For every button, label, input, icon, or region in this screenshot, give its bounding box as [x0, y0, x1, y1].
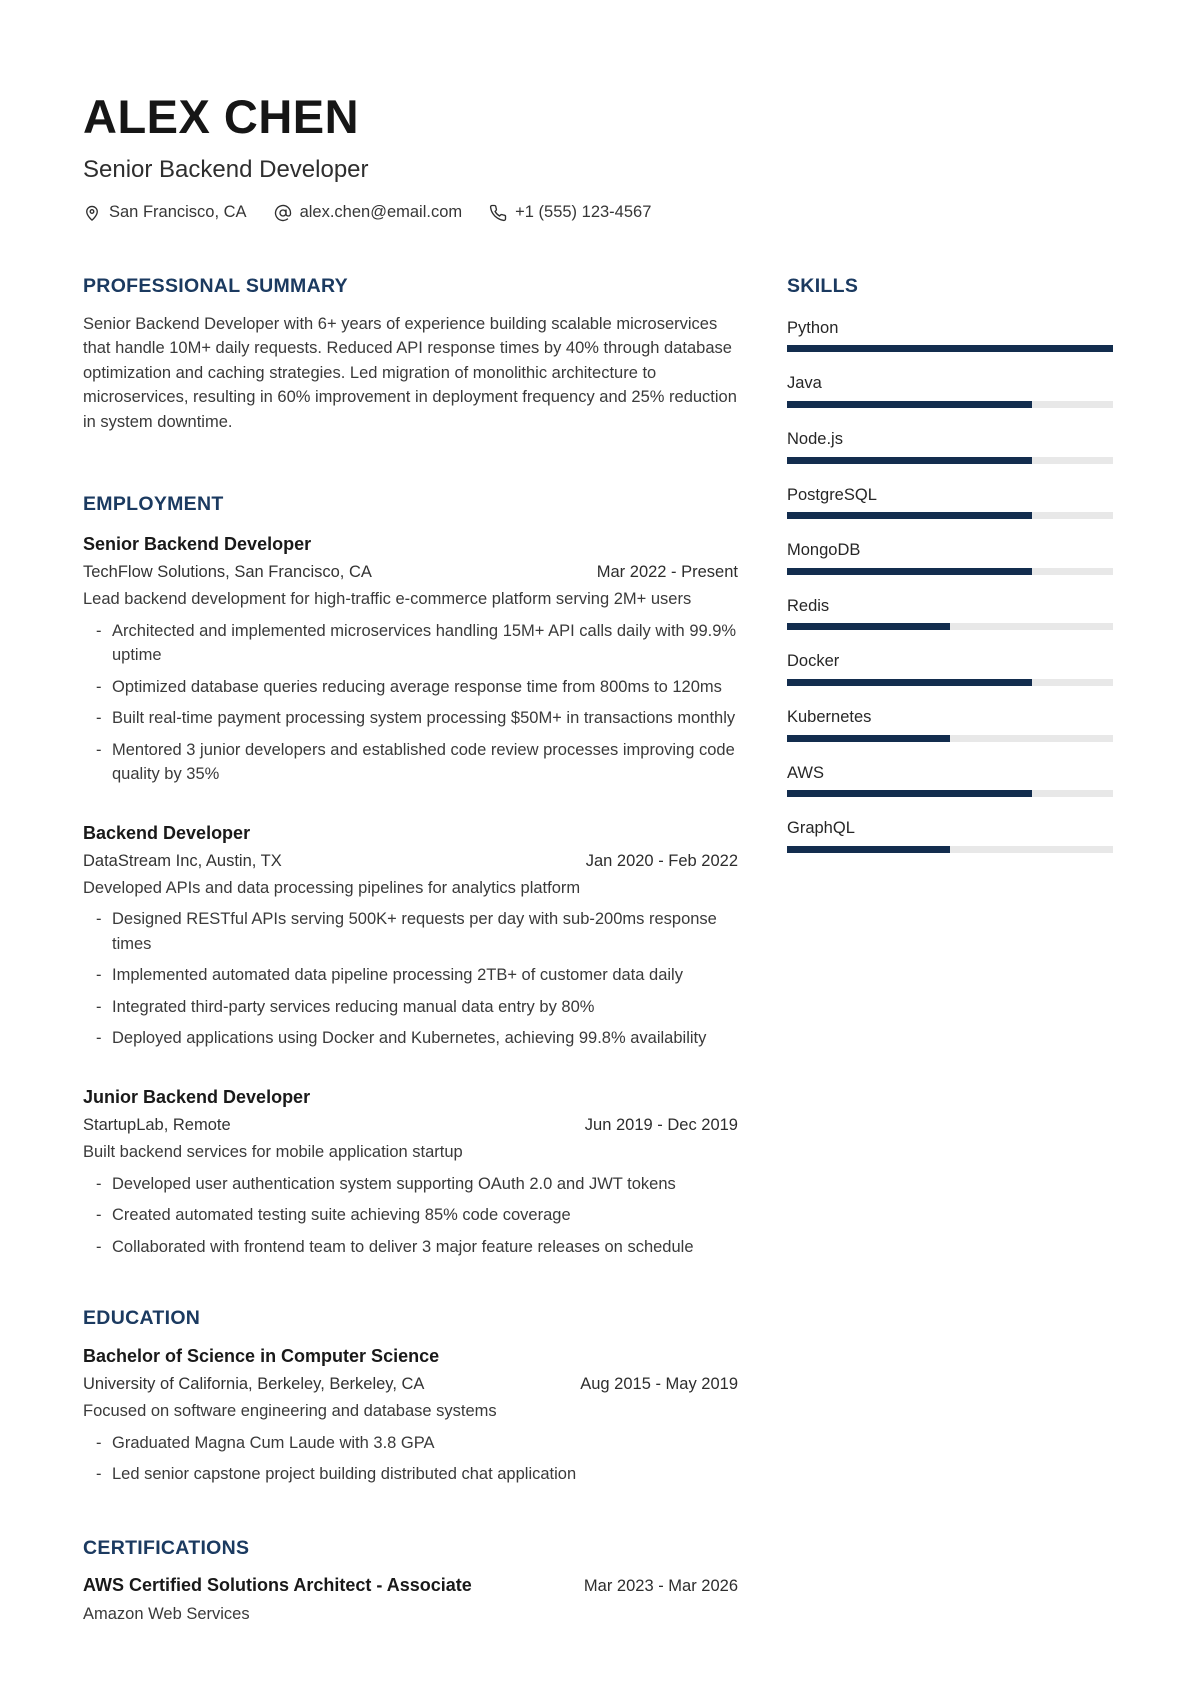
bullet-item	[83, 706, 738, 731]
job-dates: Jan 2020 - Feb 2022	[585, 851, 738, 870]
skill-bar-track	[787, 345, 1113, 352]
bullet-text: Led senior capstone project building distributed chat application	[112, 1465, 577, 1484]
education-description: Focused on software engineering and database systems	[83, 1402, 497, 1421]
bullet-text: Designed RESTful APIs serving 500K+ requests per day with sub-200ms response times	[112, 910, 717, 953]
certifications-list	[83, 1574, 738, 1624]
education-meta-row	[83, 1375, 738, 1394]
bullet-dash: -	[96, 740, 102, 759]
skill-name: AWS	[787, 763, 824, 782]
job-entry	[83, 533, 738, 787]
job-dates: Jun 2019 - Dec 2019	[584, 1116, 738, 1135]
education-heading: EDUCATION	[83, 1307, 201, 1330]
sidebar-column	[787, 275, 1113, 1624]
content-columns	[83, 275, 1113, 1624]
contact-email-text: alex.chen@email.com	[299, 203, 463, 222]
skill-bar-track	[787, 401, 1113, 408]
bullet-text: Collaborated with frontend team to deliver 3 major feature releases on schedule	[112, 1237, 694, 1256]
job-description: Built backend services for mobile application startup	[83, 1143, 463, 1162]
skill-row	[787, 429, 1113, 464]
skill-bar-fill	[787, 401, 1032, 408]
phone-icon	[489, 204, 507, 222]
skill-bar-fill	[787, 679, 1032, 686]
bullet-text: Deployed applications using Docker and Kubernetes, achieving 99.8% availability	[112, 1029, 707, 1048]
bullet-text: Graduated Magna Cum Laude with 3.8 GPA	[112, 1433, 435, 1452]
bullet-dash: -	[96, 1206, 102, 1225]
resume-header	[83, 92, 1113, 222]
certification-head-row	[83, 1574, 738, 1597]
bullet-item	[83, 675, 738, 700]
education-section	[83, 1307, 738, 1486]
bullet-dash: -	[96, 621, 102, 640]
bullet-item	[83, 1431, 738, 1456]
job-bullets	[83, 1172, 738, 1260]
job-company: StartupLab, Remote	[83, 1116, 231, 1135]
bullet-item	[83, 963, 738, 988]
bullet-dash: -	[96, 910, 102, 929]
job-company: DataStream Inc, Austin, TX	[83, 851, 282, 870]
contact-phone	[489, 203, 651, 222]
main-column	[83, 275, 738, 1624]
bullet-item	[83, 1203, 738, 1228]
job-bullets	[83, 619, 738, 787]
skill-name: Docker	[787, 652, 840, 671]
education-bullets	[83, 1431, 738, 1487]
skill-name: Node.js	[787, 429, 843, 448]
education-dates: Aug 2015 - May 2019	[580, 1375, 738, 1394]
employment-section	[83, 493, 738, 1259]
skill-row	[787, 763, 1113, 798]
bullet-item	[83, 738, 738, 787]
bullet-item	[83, 1462, 738, 1487]
job-title: Backend Developer	[83, 822, 251, 843]
employment-heading: EMPLOYMENT	[83, 493, 224, 516]
certification-issuer: Amazon Web Services	[83, 1605, 250, 1624]
summary-text: Senior Backend Developer with 6+ years of experience building scalable microservices that handle 10M+ daily requests. Reduced API response times by 40% through database optimization and caching strategies. Led migration of monolithic architecture to microservices, resulting in 60% improvement in deployment frequency and 25% reduction in system downtime.	[83, 314, 737, 431]
job-company: TechFlow Solutions, San Francisco, CA	[83, 563, 372, 582]
certification-entry	[83, 1574, 738, 1624]
skill-bar-fill	[787, 457, 1032, 464]
bullet-text: Built real-time payment processing system processing $50M+ in transactions monthly	[112, 709, 736, 728]
job-dates: Mar 2022 - Present	[596, 563, 738, 582]
summary-section	[83, 275, 738, 434]
bullet-dash: -	[96, 1237, 102, 1256]
education-school: University of California, Berkeley, Berkeley, CA	[83, 1375, 425, 1394]
bullet-dash: -	[96, 1433, 102, 1452]
bullet-text: Mentored 3 junior developers and established code review processes improving code quality by 35%	[112, 740, 735, 784]
skills-section	[787, 275, 1113, 853]
skills-list	[787, 318, 1113, 853]
certification-dates: Mar 2023 - Mar 2026	[583, 1576, 738, 1595]
skill-bar-fill	[787, 790, 1032, 797]
bullet-item	[83, 907, 738, 956]
certification-name: AWS Certified Solutions Architect - Associate	[83, 1574, 472, 1595]
job-meta-row	[83, 852, 738, 871]
contact-location	[83, 203, 247, 222]
bullet-text: Developed user authentication system supporting OAuth 2.0 and JWT tokens	[112, 1174, 676, 1193]
contact-row	[83, 203, 1113, 222]
bullet-text: Optimized database queries reducing average response time from 800ms to 120ms	[112, 677, 722, 696]
job-description: Lead backend development for high-traffic e-commerce platform serving 2M+ users	[83, 590, 692, 609]
bullet-item	[83, 619, 738, 668]
skill-row	[787, 818, 1113, 853]
skill-bar-track	[787, 846, 1113, 853]
bullet-text: Integrated third-party services reducing manual data entry by 80%	[112, 997, 595, 1016]
contact-email	[274, 203, 463, 222]
bullet-item	[83, 995, 738, 1020]
skill-name: Java	[787, 374, 822, 393]
bullet-dash: -	[96, 1465, 102, 1484]
skill-row	[787, 540, 1113, 575]
skill-bar-track	[787, 679, 1113, 686]
bullet-dash: -	[96, 966, 102, 985]
skill-row	[787, 373, 1113, 408]
skill-name: Python	[787, 318, 839, 337]
skill-name: Kubernetes	[787, 708, 872, 727]
job-meta-row	[83, 563, 738, 582]
person-title: Senior Backend Developer	[83, 156, 369, 184]
skill-row	[787, 707, 1113, 742]
contact-location-text: San Francisco, CA	[109, 203, 247, 222]
certifications-heading: CERTIFICATIONS	[83, 1536, 250, 1559]
bullet-dash: -	[96, 677, 102, 696]
skill-row	[787, 596, 1113, 631]
person-name: ALEX CHEN	[83, 90, 360, 143]
skill-bar-fill	[787, 345, 1113, 352]
bullet-item	[83, 1235, 738, 1260]
job-bullets	[83, 907, 738, 1051]
bullet-text: Implemented automated data pipeline processing 2TB+ of customer data daily	[112, 966, 683, 985]
job-entry	[83, 1086, 738, 1259]
skill-row	[787, 485, 1113, 520]
bullet-item	[83, 1026, 738, 1051]
skill-bar-fill	[787, 512, 1032, 519]
certifications-section	[83, 1537, 738, 1625]
skill-bar-track	[787, 568, 1113, 575]
skill-bar-fill	[787, 568, 1032, 575]
bullet-text: Created automated testing suite achieving 85% code coverage	[112, 1206, 571, 1225]
contact-phone-text: +1 (555) 123-4567	[515, 203, 652, 222]
bullet-dash: -	[96, 1174, 102, 1193]
skill-name: MongoDB	[787, 541, 861, 560]
bullet-dash: -	[96, 709, 102, 728]
location-pin-icon	[83, 204, 101, 222]
skills-heading: SKILLS	[787, 275, 859, 298]
skill-bar-fill	[787, 846, 950, 853]
bullet-item	[83, 1172, 738, 1197]
summary-heading: PROFESSIONAL SUMMARY	[83, 275, 348, 298]
column-gap	[738, 275, 787, 1624]
at-sign-icon	[274, 204, 292, 222]
skill-bar-fill	[787, 623, 950, 630]
job-title: Junior Backend Developer	[83, 1086, 311, 1107]
skill-bar-track	[787, 735, 1113, 742]
skill-bar-fill	[787, 735, 950, 742]
skill-bar-track	[787, 512, 1113, 519]
skill-bar-track	[787, 457, 1113, 464]
skill-row	[787, 651, 1113, 686]
job-meta-row	[83, 1116, 738, 1135]
skill-name: Redis	[787, 596, 830, 615]
education-degree: Bachelor of Science in Computer Science	[83, 1345, 440, 1366]
jobs-list	[83, 533, 738, 1260]
skill-row	[787, 318, 1113, 353]
bullet-dash: -	[96, 997, 102, 1016]
skill-bar-track	[787, 790, 1113, 797]
bullet-text: Architected and implemented microservices handling 15M+ API calls daily with 99.9% uptime	[112, 621, 737, 665]
job-title: Senior Backend Developer	[83, 533, 312, 554]
bullet-dash: -	[96, 1029, 102, 1048]
skill-bar-track	[787, 623, 1113, 630]
job-entry	[83, 822, 738, 1051]
skill-name: GraphQL	[787, 819, 855, 838]
skill-name: PostgreSQL	[787, 485, 877, 504]
job-description: Developed APIs and data processing pipelines for analytics platform	[83, 878, 581, 897]
